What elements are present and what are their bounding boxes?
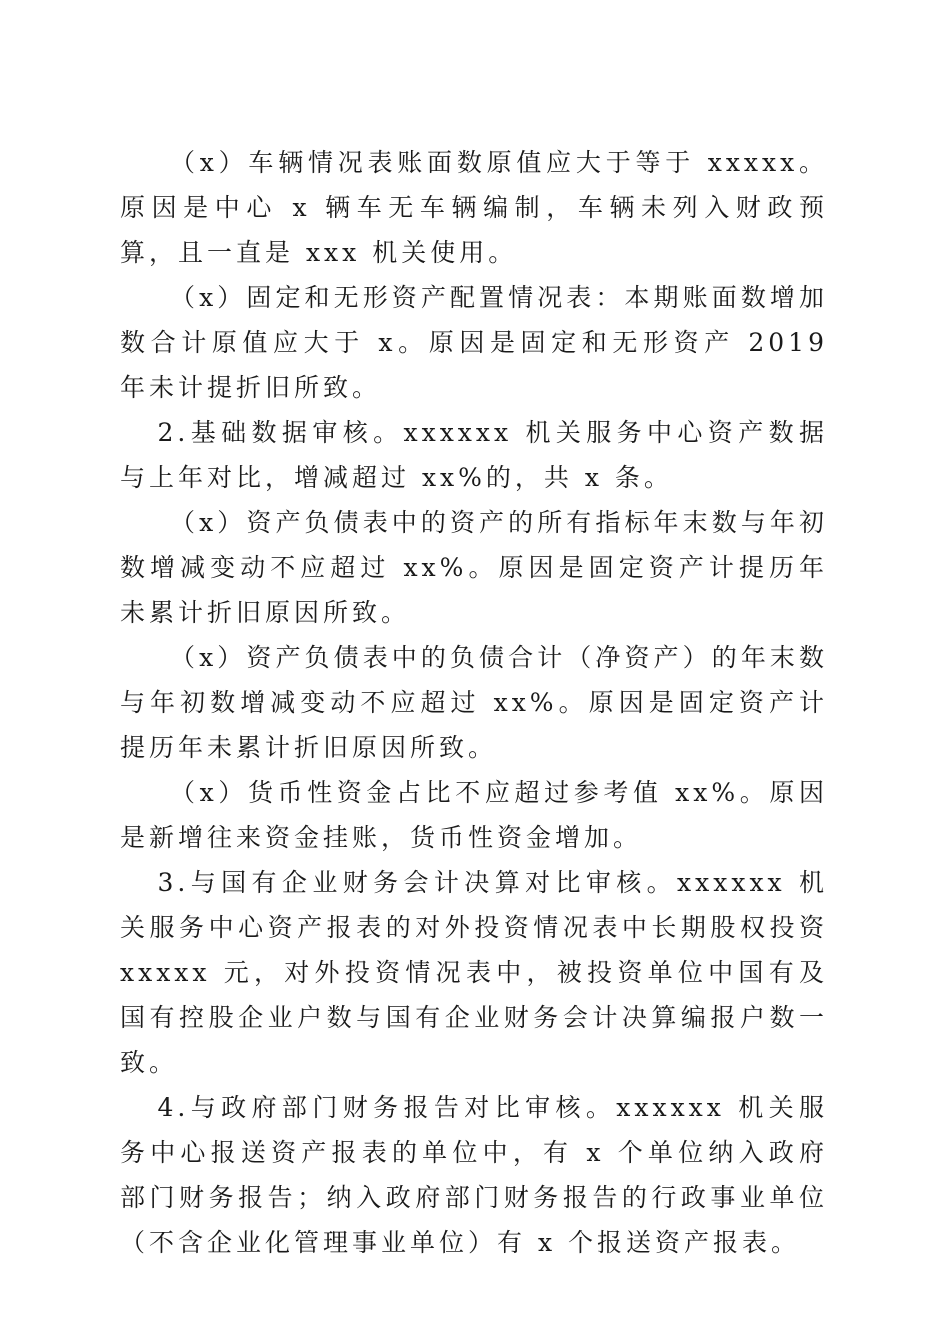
paragraph-balance-liabilities: （x）资产负债表中的负债合计（净资产）的年末数与年初数增减变动不应超过 xx%。原因是固定资产计提历年未累计折旧原因所致。 [120,643,828,762]
paragraph-soe-comparison: 3.与国有企业财务会计决算对比审核。xxxxxx 机关服务中心资产报表的对外投资情况表中长期股权投资 xxxxx 元，对外投资情况表中，被投资单位中国有及国有控股企业户数与国有企业财务会计决算编报户数一致。 [120,868,828,1077]
document-body [120,140,828,1265]
paragraph-monetary-funds: （x）货币性资金占比不应超过参考值 xx%。原因是新增往来资金挂账，货币性资金增加。 [120,778,828,852]
paragraph-balance-assets: （x）资产负债表中的资产的所有指标年末数与年初数增减变动不应超过 xx%。原因是固定资产计提历年未累计折旧原因所致。 [120,508,828,627]
paragraph-government-report: 4.与政府部门财务报告对比审核。xxxxxx 机关服务中心报送资产报表的单位中，有 x 个单位纳入政府部门财务报告；纳入政府部门财务报告的行政事业单位（不含企业化管理事业单位）有 x 个报送资产报表。 [120,1093,828,1257]
paragraph-basic-data-review: 2.基础数据审核。xxxxxx 机关服务中心资产数据与上年对比，增减超过 xx%的，共 x 条。 [120,418,828,492]
paragraph-vehicle-table: （x）车辆情况表账面数原值应大于等于 xxxxx。原因是中心 x 辆车无车辆编制，车辆未列入财政预算，且一直是 xxx 机关使用。 [120,148,828,267]
paragraph-fixed-assets: （x）固定和无形资产配置情况表：本期账面数增加数合计原值应大于 x。原因是固定和无形资产 2019 年未计提折旧所致。 [120,283,828,402]
